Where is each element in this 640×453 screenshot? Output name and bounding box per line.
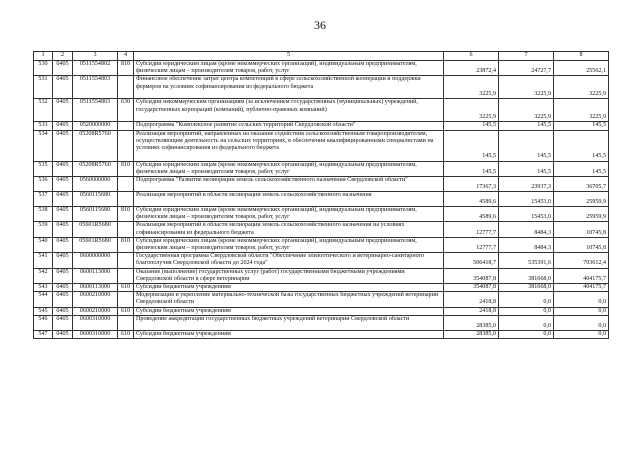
section-code: 0405 <box>53 315 73 330</box>
target-article-code: 0511554803 <box>73 99 118 122</box>
expense-type-code <box>118 130 134 161</box>
amount-year-3: 0,0 <box>554 330 609 338</box>
row-number: 546 <box>34 315 53 330</box>
target-article-code: 0511554803 <box>73 76 118 99</box>
table-row <box>34 307 609 315</box>
section-code: 0405 <box>53 177 73 192</box>
section-code: 0405 <box>53 61 73 76</box>
table-row <box>34 330 609 338</box>
expense-type-code <box>118 177 134 192</box>
section-code: 0405 <box>53 284 73 292</box>
item-name: Финансовое обеспечение затрат центра компетенций в сфере сельскохозяйственной кооперации и поддержки фермеров на условиях софинансирования из федерального бюджета <box>134 76 444 99</box>
expense-type-code <box>118 315 134 330</box>
target-article-code: 0520000000 <box>73 122 118 130</box>
amount-year-3: 145,5 <box>554 122 609 130</box>
amount-year-3: 0,0 <box>554 292 609 307</box>
amount-year-3: 703612,4 <box>554 253 609 268</box>
amount-year-1: 17367,3 <box>444 177 499 192</box>
table-row <box>34 130 609 161</box>
amount-year-1: 145,5 <box>444 122 499 130</box>
column-header: 2 <box>53 52 73 61</box>
item-name: Субсидии бюджетным учреждениям <box>134 330 444 338</box>
expense-type-code: 810 <box>118 161 134 176</box>
target-article-code: 05208R5760 <box>73 130 118 161</box>
target-article-code: 0511554802 <box>73 61 118 76</box>
column-header: 7 <box>499 52 554 61</box>
amount-year-1: 506418,7 <box>444 253 499 268</box>
row-number: 532 <box>34 99 53 122</box>
amount-year-1: 3225,9 <box>444 99 499 122</box>
expense-type-code <box>118 268 134 283</box>
row-number: 543 <box>34 284 53 292</box>
amount-year-2: 15453,0 <box>499 207 554 222</box>
row-number: 536 <box>34 177 53 192</box>
target-article-code: 0600113000 <box>73 268 118 283</box>
target-article-code: 05208R5760 <box>73 161 118 176</box>
amount-year-3: 25959,9 <box>554 192 609 207</box>
expense-type-code: 610 <box>118 307 134 315</box>
table-row <box>34 284 609 292</box>
amount-year-3: 0,0 <box>554 315 609 330</box>
expense-type-code <box>118 253 134 268</box>
section-code: 0405 <box>53 207 73 222</box>
row-number: 538 <box>34 207 53 222</box>
amount-year-2: 0,0 <box>499 315 554 330</box>
amount-year-3: 404175,7 <box>554 284 609 292</box>
table-row <box>34 237 609 252</box>
amount-year-3: 404175,7 <box>554 268 609 283</box>
column-header: 4 <box>118 52 134 61</box>
amount-year-2: 3225,9 <box>499 99 554 122</box>
expense-type-code: 810 <box>118 61 134 76</box>
row-number: 531 <box>34 76 53 99</box>
expense-type-code: 810 <box>118 237 134 252</box>
item-name: Подпрограмма "Комплексное развитие сельских территорий Свердловской области" <box>134 122 444 130</box>
row-number: 539 <box>34 222 53 237</box>
amount-year-2: 0,0 <box>499 307 554 315</box>
amount-year-2: 145,5 <box>499 130 554 161</box>
amount-year-1: 28385,0 <box>444 315 499 330</box>
table-row <box>34 161 609 176</box>
amount-year-2: 24727,7 <box>499 61 554 76</box>
amount-year-2: 535391,6 <box>499 253 554 268</box>
row-number: 544 <box>34 292 53 307</box>
section-code: 0405 <box>53 292 73 307</box>
amount-year-2: 145,5 <box>499 122 554 130</box>
item-name: Реализация мероприятий, направленных на оказание содействия сельскохозяйственным товаропроизводителям, осуществляющим деятельность на сельских территориях, в обеспечении квалифицированными специалистами на условиях софинансирования из федерального бюджета <box>134 130 444 161</box>
target-article-code: 0600210000 <box>73 292 118 307</box>
table-row <box>34 192 609 207</box>
amount-year-3: 0,0 <box>554 307 609 315</box>
target-article-code: 0600310000 <box>73 330 118 338</box>
target-article-code: 0560115680 <box>73 192 118 207</box>
table-header-row <box>34 52 609 61</box>
amount-year-1: 12777,7 <box>444 222 499 237</box>
table-row <box>34 222 609 237</box>
amount-year-2: 145,5 <box>499 161 554 176</box>
section-code: 0405 <box>53 330 73 338</box>
column-header: 1 <box>34 52 53 61</box>
page-number: 36 <box>314 18 326 32</box>
amount-year-1: 12777,7 <box>444 237 499 252</box>
amount-year-1: 354087,8 <box>444 268 499 283</box>
amount-year-2: 8484,3 <box>499 222 554 237</box>
amount-year-1: 145,5 <box>444 161 499 176</box>
row-number: 535 <box>34 161 53 176</box>
row-number: 533 <box>34 122 53 130</box>
amount-year-1: 28385,0 <box>444 330 499 338</box>
item-name: Подпрограмма "Развитие мелиорации земель сельскохозяйственного назначения Свердловской области" <box>134 177 444 192</box>
table-row <box>34 207 609 222</box>
section-code: 0405 <box>53 130 73 161</box>
section-code: 0405 <box>53 237 73 252</box>
section-code: 0405 <box>53 268 73 283</box>
amount-year-1: 145,5 <box>444 130 499 161</box>
amount-year-2: 0,0 <box>499 292 554 307</box>
amount-year-3: 3225,9 <box>554 99 609 122</box>
column-header: 3 <box>73 52 118 61</box>
amount-year-2: 3225,9 <box>499 76 554 99</box>
section-code: 0405 <box>53 99 73 122</box>
amount-year-3: 36705,7 <box>554 177 609 192</box>
amount-year-2: 23937,3 <box>499 177 554 192</box>
amount-year-2: 381668,0 <box>499 268 554 283</box>
amount-year-3: 25562,1 <box>554 61 609 76</box>
amount-year-3: 25959,9 <box>554 207 609 222</box>
column-header: 8 <box>554 52 609 61</box>
table-row <box>34 122 609 130</box>
target-article-code: 0600000000 <box>73 253 118 268</box>
row-number: 542 <box>34 268 53 283</box>
expense-type-code <box>118 122 134 130</box>
amount-year-1: 2418,8 <box>444 292 499 307</box>
amount-year-1: 4589,6 <box>444 192 499 207</box>
section-code: 0405 <box>53 253 73 268</box>
section-code: 0405 <box>53 222 73 237</box>
column-header: 6 <box>444 52 499 61</box>
expense-type-code: 610 <box>118 330 134 338</box>
item-name: Субсидии юридическим лицам (кроме некоммерческих организаций), индивидуальным предпринимателям, физическим лицам – производителям товаров, работ, услуг <box>134 207 444 222</box>
table-row <box>34 99 609 122</box>
item-name: Модернизация и укрепление материально-технической базы государственных бюджетных учреждений ветеринарии Свердловской области <box>134 292 444 307</box>
expense-type-code <box>118 76 134 99</box>
amount-year-3: 10745,8 <box>554 222 609 237</box>
target-article-code: 0560115680 <box>73 207 118 222</box>
target-article-code: 05601R5680 <box>73 237 118 252</box>
row-number: 541 <box>34 253 53 268</box>
section-code: 0405 <box>53 161 73 176</box>
section-code: 0405 <box>53 192 73 207</box>
target-article-code: 0600310000 <box>73 315 118 330</box>
table-row <box>34 76 609 99</box>
item-name: Субсидии юридическим лицам (кроме некоммерческих организаций), индивидуальным предпринимателям, физическим лицам – производителям товаров, работ, услуг <box>134 237 444 252</box>
item-name: Субсидии бюджетным учреждениям <box>134 284 444 292</box>
item-name: Проведение аккредитации государственных бюджетных учреждений ветеринарии Свердловской области <box>134 315 444 330</box>
table-row <box>34 253 609 268</box>
amount-year-1: 3225,9 <box>444 76 499 99</box>
amount-year-1: 2418,8 <box>444 307 499 315</box>
table-row <box>34 268 609 283</box>
amount-year-3: 145,5 <box>554 161 609 176</box>
item-name: Субсидии некоммерческим организациям (за исключением государственных (муниципальных) учреждений, государственных корпораций (компаний), публично-правовых компаний) <box>134 99 444 122</box>
table-row <box>34 61 609 76</box>
row-number: 537 <box>34 192 53 207</box>
item-name: Субсидии юридическим лицам (кроме некоммерческих организаций), индивидуальным предпринимателям, физическим лицам – производителям товаров, работ, услуг <box>134 161 444 176</box>
expense-type-code <box>118 192 134 207</box>
amount-year-2: 8484,3 <box>499 237 554 252</box>
section-code: 0405 <box>53 122 73 130</box>
row-number: 540 <box>34 237 53 252</box>
expense-type-code: 810 <box>118 207 134 222</box>
amount-year-2: 15453,0 <box>499 192 554 207</box>
item-name: Субсидии бюджетным учреждениям <box>134 307 444 315</box>
row-number: 547 <box>34 330 53 338</box>
row-number: 534 <box>34 130 53 161</box>
row-number: 545 <box>34 307 53 315</box>
amount-year-1: 23872,4 <box>444 61 499 76</box>
target-article-code: 05601R5680 <box>73 222 118 237</box>
budget-table <box>33 51 609 339</box>
amount-year-2: 0,0 <box>499 330 554 338</box>
target-article-code: 0600210000 <box>73 307 118 315</box>
item-name: Реализация мероприятий в области мелиорации земель сельскохозяйственного назначения <box>134 192 444 207</box>
amount-year-1: 354087,8 <box>444 284 499 292</box>
item-name: Субсидии юридическим лицам (кроме некоммерческих организаций), индивидуальным предпринимателям, физическим лицам – производителям товаров, работ, услуг <box>134 61 444 76</box>
amount-year-3: 3225,9 <box>554 76 609 99</box>
column-header: 5 <box>134 52 444 61</box>
amount-year-3: 10745,8 <box>554 237 609 252</box>
item-name: Оказание (выполнение) государственных услуг (работ) государственными бюджетными учреждениями Свердловской области в сфере ветеринарии <box>134 268 444 283</box>
table-row <box>34 292 609 307</box>
section-code: 0405 <box>53 307 73 315</box>
amount-year-2: 381668,0 <box>499 284 554 292</box>
target-article-code: 0560000000 <box>73 177 118 192</box>
amount-year-3: 145,5 <box>554 130 609 161</box>
expense-type-code: 630 <box>118 99 134 122</box>
item-name: Реализация мероприятий в области мелиорации земель сельскохозяйственного назначения на условиях софинансирования из федерального бюджета <box>134 222 444 237</box>
expense-type-code <box>118 292 134 307</box>
expense-type-code: 610 <box>118 284 134 292</box>
amount-year-1: 4589,6 <box>444 207 499 222</box>
item-name: Государственная программа Свердловской области "Обеспечение эпизоотического и ветеринарно-санитарного благополучия Свердловской области до 2024 года" <box>134 253 444 268</box>
table-row <box>34 315 609 330</box>
expense-type-code <box>118 222 134 237</box>
section-code: 0405 <box>53 76 73 99</box>
row-number: 530 <box>34 61 53 76</box>
table-row <box>34 177 609 192</box>
target-article-code: 0600113000 <box>73 284 118 292</box>
